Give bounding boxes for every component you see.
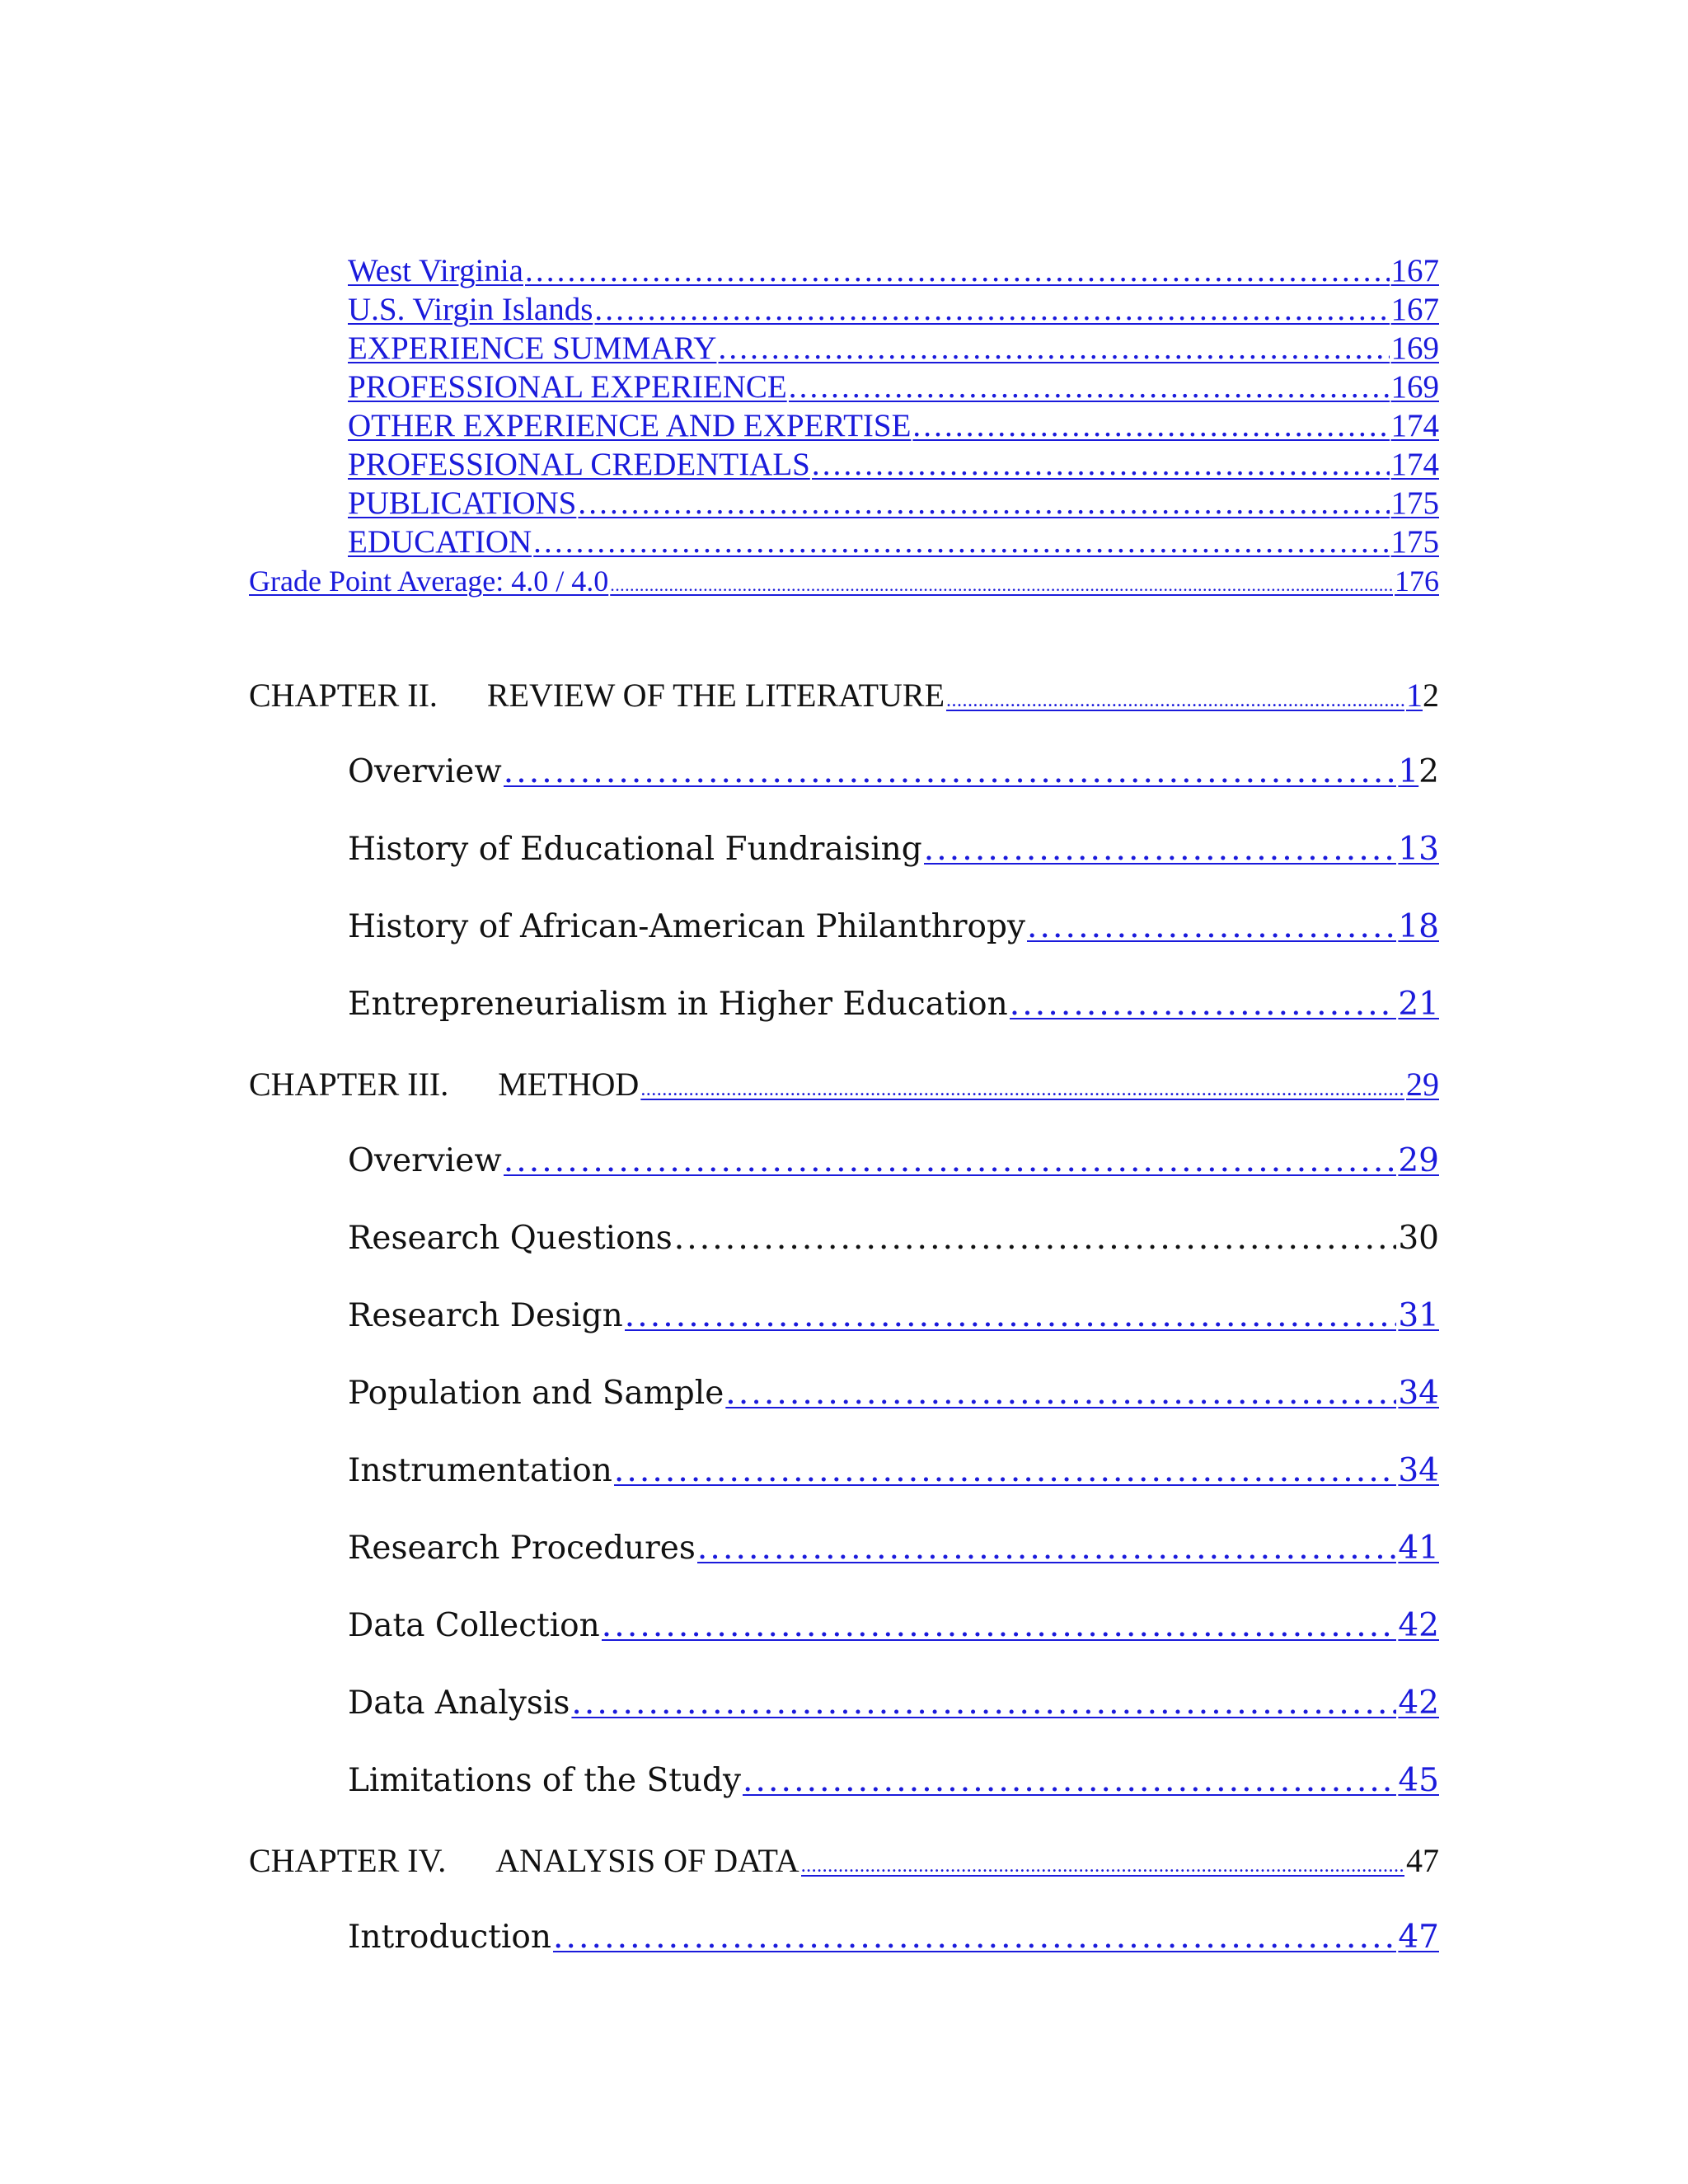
section-page: 42 bbox=[1398, 1685, 1439, 1722]
dot-leader bbox=[812, 445, 1390, 484]
toc-section-research-procedures[interactable] bbox=[348, 1530, 1439, 1567]
chapter-page: 47 bbox=[1406, 1842, 1439, 1879]
toc-entry-page: 174 bbox=[1390, 447, 1439, 482]
dot-leader bbox=[912, 406, 1389, 445]
chapter-title: REVIEW OF THE LITERATURE bbox=[486, 677, 945, 714]
section-title: Instrumentation bbox=[348, 1452, 612, 1489]
section-page bbox=[1398, 753, 1439, 790]
toc-entry-title: OTHER EXPERIENCE AND EXPERTISE bbox=[348, 408, 912, 443]
section-title: Introduction bbox=[348, 1919, 551, 1956]
toc-section-history-educational-fundraising[interactable] bbox=[348, 831, 1439, 868]
section-title: Overview bbox=[348, 1142, 502, 1179]
toc-section-limitations[interactable] bbox=[348, 1762, 1439, 1799]
dot-leader bbox=[801, 1855, 1404, 1877]
dot-leader bbox=[1010, 986, 1397, 1023]
dot-leader bbox=[743, 1762, 1396, 1799]
chapter-page: 29 bbox=[1406, 1066, 1439, 1103]
toc-entry-page: 167 bbox=[1390, 292, 1439, 327]
dot-leader bbox=[697, 1530, 1396, 1567]
toc-entry-page: 169 bbox=[1390, 369, 1439, 405]
dot-leader bbox=[602, 1607, 1397, 1644]
section-page: 18 bbox=[1398, 908, 1439, 945]
toc-entry-other-experience[interactable] bbox=[348, 406, 1439, 445]
toc-section-overview-2[interactable] bbox=[348, 1142, 1439, 1179]
section-page: 34 bbox=[1398, 1375, 1439, 1412]
toc-section-overview[interactable] bbox=[348, 753, 1439, 790]
section-page: 29 bbox=[1398, 1142, 1439, 1179]
chapter-label: CHAPTER IV. bbox=[249, 1842, 447, 1879]
toc-section-data-analysis[interactable] bbox=[348, 1685, 1439, 1722]
dot-leader bbox=[533, 523, 1389, 561]
section-title: Research Procedures bbox=[348, 1530, 696, 1567]
dot-leader bbox=[946, 690, 1404, 712]
toc-section-entrepreneurialism[interactable] bbox=[348, 986, 1439, 1023]
toc-entry-title: PROFESSIONAL EXPERIENCE bbox=[348, 369, 787, 405]
dot-leader bbox=[614, 1452, 1397, 1489]
dot-leader bbox=[924, 831, 1397, 868]
toc-entry-title: EXPERIENCE SUMMARY bbox=[348, 330, 717, 366]
toc-entry-grade-point-average[interactable] bbox=[249, 564, 1439, 598]
toc-entry-us-virgin-islands[interactable] bbox=[348, 290, 1439, 329]
toc-entry-title: PROFESSIONAL CREDENTIALS bbox=[348, 447, 810, 482]
dot-leader bbox=[594, 290, 1389, 329]
toc-entry-page: 167 bbox=[1390, 253, 1439, 288]
dot-leader bbox=[610, 574, 1393, 596]
toc-section-population-sample[interactable] bbox=[348, 1375, 1439, 1412]
dot-leader bbox=[640, 1079, 1404, 1101]
toc-entry-page: 175 bbox=[1390, 524, 1439, 560]
toc-section-instrumentation[interactable] bbox=[348, 1452, 1439, 1489]
dot-leader bbox=[504, 753, 1397, 790]
toc-entry-title: U.S. Virgin Islands bbox=[348, 292, 593, 327]
section-page: 42 bbox=[1398, 1607, 1439, 1644]
chapter-page bbox=[1406, 676, 1439, 715]
toc-section-research-design[interactable] bbox=[348, 1297, 1439, 1334]
toc-entry-title: Grade Point Average: 4.0 / 4.0 bbox=[249, 565, 609, 598]
chapter-page-first: 1 bbox=[1406, 677, 1423, 714]
section-title: Limitations of the Study bbox=[348, 1762, 741, 1799]
chapter-label: CHAPTER II. bbox=[249, 677, 438, 714]
toc-chapter-3[interactable] bbox=[249, 1065, 1439, 1104]
section-page: 45 bbox=[1398, 1762, 1439, 1799]
section-title: Research Design bbox=[348, 1297, 623, 1334]
chapter-page-rest: 2 bbox=[1423, 677, 1439, 714]
dot-leader bbox=[525, 251, 1390, 290]
chapter-title: ANALYSIS OF DATA bbox=[495, 1842, 799, 1879]
toc-section-research-questions[interactable] bbox=[348, 1220, 1439, 1257]
toc-entry-west-virginia[interactable] bbox=[348, 251, 1439, 290]
toc-entry-page: 176 bbox=[1395, 565, 1439, 598]
section-title: Data Collection bbox=[348, 1607, 600, 1644]
toc-entry-title: PUBLICATIONS bbox=[348, 485, 577, 521]
toc-chapter-2[interactable] bbox=[249, 676, 1439, 715]
dot-leader bbox=[625, 1297, 1397, 1334]
toc-section-introduction[interactable] bbox=[348, 1919, 1439, 1956]
section-page: 47 bbox=[1398, 1919, 1439, 1956]
section-title: History of Educational Fundraising bbox=[348, 831, 922, 868]
section-page: 21 bbox=[1398, 986, 1439, 1023]
section-page: 30 bbox=[1398, 1220, 1439, 1257]
section-page: 13 bbox=[1398, 831, 1439, 868]
toc-entry-professional-credentials[interactable] bbox=[348, 445, 1439, 484]
toc-entry-publications[interactable] bbox=[348, 484, 1439, 523]
dot-leader bbox=[674, 1220, 1397, 1257]
toc-entry-title: EDUCATION bbox=[348, 524, 532, 560]
dot-leader bbox=[789, 368, 1390, 406]
toc-entry-page: 175 bbox=[1390, 485, 1439, 521]
dot-leader bbox=[578, 484, 1389, 523]
dot-leader bbox=[504, 1142, 1397, 1179]
section-title: Population and Sample bbox=[348, 1375, 724, 1412]
section-page-rest: 2 bbox=[1418, 753, 1439, 790]
section-page-first: 1 bbox=[1398, 753, 1419, 790]
section-title: Entrepreneurialism in Higher Education bbox=[348, 986, 1008, 1023]
toc-entry-page: 169 bbox=[1390, 330, 1439, 366]
chapter-label: CHAPTER III. bbox=[249, 1066, 449, 1103]
dot-leader bbox=[725, 1375, 1396, 1412]
section-title: History of African-American Philanthropy bbox=[348, 908, 1025, 945]
dot-leader bbox=[1027, 908, 1396, 945]
section-title: Overview bbox=[348, 753, 502, 790]
section-title: Research Questions bbox=[348, 1220, 673, 1257]
toc-entry-experience-summary[interactable] bbox=[348, 329, 1439, 368]
dot-leader bbox=[718, 329, 1389, 368]
section-title: Data Analysis bbox=[348, 1685, 570, 1722]
toc-section-history-african-american-philanthropy[interactable] bbox=[348, 908, 1439, 945]
toc-chapter-4[interactable] bbox=[249, 1841, 1439, 1880]
dot-leader bbox=[553, 1919, 1396, 1956]
dot-leader bbox=[571, 1685, 1396, 1722]
section-page: 41 bbox=[1398, 1530, 1439, 1567]
toc-entry-education[interactable] bbox=[348, 523, 1439, 561]
toc-entry-professional-experience[interactable] bbox=[348, 368, 1439, 406]
toc-entry-title: West Virginia bbox=[348, 253, 523, 288]
toc-entry-page: 174 bbox=[1390, 408, 1439, 443]
chapter-title: METHOD bbox=[498, 1066, 640, 1103]
section-page: 34 bbox=[1398, 1452, 1439, 1489]
section-page: 31 bbox=[1398, 1297, 1439, 1334]
toc-section-data-collection[interactable] bbox=[348, 1607, 1439, 1644]
